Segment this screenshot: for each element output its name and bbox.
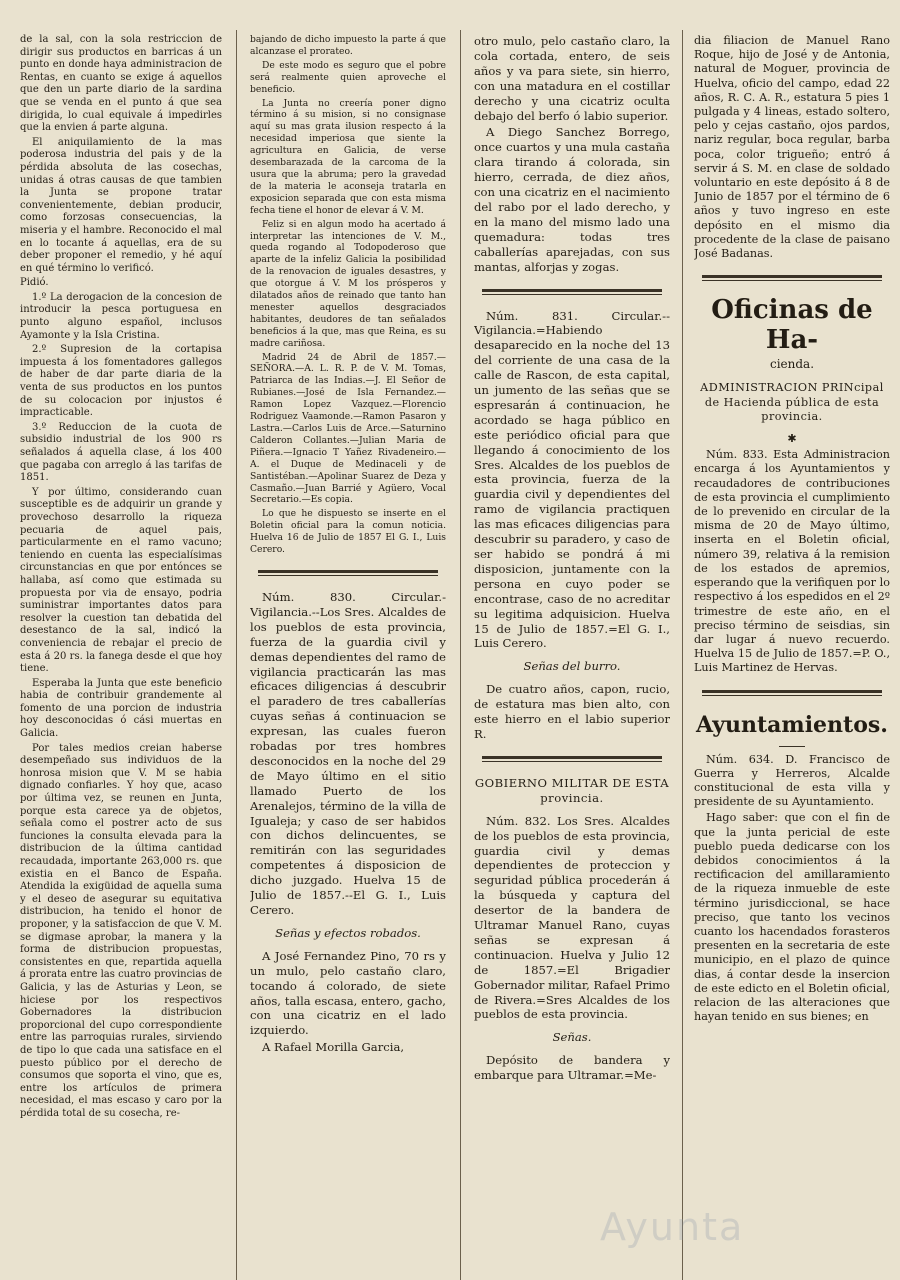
- paragraph: Hago saber: que con el fin de que la junta pericial de este pueblo pueda dedicarse con los debidos conocimientos á la rectificacion del amillaramiento de la riqueza inmueble de este término jurisdiccional, se hace preciso, que tanto los vecinos cuanto los hacendados forasteros presenten en la secretaria de este municipio, en el plazo de quince dias, á contar desde la insercion de este edicto en el Boletin oficial, relacion de las alteraciones que hayan tenido en sus bienes; en: [694, 811, 890, 1024]
- paragraph: Núm. 832. Los Sres. Alcaldes de los pueblos de esta provincia, guardia civil y demas dependientes de proteccion y seguridad pública procederán á la búsqueda y captura del desertor de la bandera de Ultramar Manuel Rano, cuyas señas se expresan á continuacion. Huelva y Julio 12 de 1857.=El Brigadier Gobernador militar, Rafael Primo de Rivera.=Sres Alcaldes de los pueblos de esta provincia.: [474, 813, 670, 1022]
- paragraph: Esperaba la Junta que este beneficio habia de contribuir grandemente al fomento de una porcion de industria hoy desconocidas ó cási muertas en Galicia.: [20, 677, 222, 740]
- paragraph: 3.º Reduccion de la cuota de subsidio industrial de los 900 rs señalados á aquella clase, á los 400 que pagaba con arreglo á las tarifas de 1851.: [20, 421, 222, 484]
- column-2: [250, 34, 446, 1274]
- section-divider: [702, 690, 882, 696]
- paragraph: La Junta no creería poner digno término á su mision, si no consignase aquí su mas grata ilusion respecto á la necesidad imperiosa que siente la agricultura en Galicia, de verse desembarazada de la carcoma de la usura que la abruma; pero la gravedad de la materia le aconseja tratarla en exposicion separada que con esta misma fecha tiene el honor de elevar á V. M.: [250, 97, 446, 216]
- column-rule: [236, 30, 237, 1280]
- section-heading: ADMINISTRACION PRINcipal de Hacienda pública de esta provincia.: [700, 381, 884, 423]
- paragraph: A José Fernandez Pino, 70 rs y un mulo, pelo castaño claro, tocando á colorado, de siete años, talla escasa, entero, gacho, con una cicatriz en el lado izquierdo.: [250, 948, 446, 1038]
- section-title: Ayuntamientos.: [696, 711, 888, 738]
- paragraph: De este modo es seguro que el pobre será realmente quien aproveche el beneficio.: [250, 59, 446, 95]
- paragraph: Lo que he dispuesto se inserte en el Boletin oficial para la comun noticia. Huelva 16 de Julio de 1857 El G. I., Luis Cerero.: [250, 508, 446, 556]
- paragraph: 1.º La derogacion de la concesion de introducir la pesca portuguesa en punto alguno español, inclusos Ayamonte y la Isla Cristina.: [20, 291, 222, 341]
- column-3: [474, 34, 670, 1274]
- section-heading: GOBIERNO MILITAR DE ESTA provincia.: [474, 775, 670, 805]
- paragraph: 2.º Supresion de la cortapisa impuesta á los fomentadores gallegos de haber de dar parte diaria de la venta de sus productos en los puntos de su colocacion por injustos é impracticable.: [20, 344, 222, 419]
- watermark: Ayunta: [600, 1205, 745, 1249]
- section-divider: [482, 756, 662, 762]
- column-4: [694, 34, 890, 1274]
- paragraph: Núm. 830. Circular.-Vigilancia.--Los Sres. Alcaldes de los pueblos de esta provincia, fuerza de la guardia civil y demas dependientes del ramo de vigilancia practicarán las mas eficaces diligencias á descubrir el paradero de tres caballerías cuyas señas á continuacion se expresan, las cuales fueron robadas por tres hombres desconocidos en la noche del 29 de Mayo último en el sitio llamado Puerto de los Arenalejos, término de la villa de Igualeja; y caso de ser habidos con dichos delincuentes, se remitirán con las seguridades competentes á disposicion de dicho juzgado. Huelva 15 de Julio de 1857.--El G. I., Luis Cerero.: [250, 589, 446, 917]
- section-divider: [482, 289, 662, 295]
- paragraph: bajando de dicho impuesto la parte á que alcanzase el prorateo.: [250, 34, 446, 57]
- subheading: Señas.: [552, 1030, 592, 1045]
- paragraph: Por tales medios creian haberse desempeñado sus individuos de la honrosa mision que V. M se habia dignado confiarles. Y hoy que, acaso por última vez, se reunen en Junta, porque esta carece ya de objetos, señala como el postrer acto de sus funciones la consulta elevada para la distribucion de la última cantidad recaudada, importante 263,000 rs. que existia en el Banco de España. Atendida la exigüidad de aquella suma y el deseo de asegurar su equitativa distribucion, ha tenido el honor de proponer, y la satisfaccion de que V. M. se digmase aprobar, la manera y la forma de distribucion propuestas, consistentes en que, repartida aquella á prorata entre las cuatro provincias de Galicia, y las de Asturias y Leon, se hiciese por los respectivos Gobernadores la distribucion proporcional del cupo correspondiente entre las parroquias rurales, sirviendo de tipo lo que cada una satisface en el puesto público por el derecho de consumos que soporta el vino, que es, entre los artículos de primera necesidad, el mas escaso y caro por la pérdida total de su cosecha, re-: [20, 742, 222, 1119]
- paragraph: El aniquilamiento de la mas poderosa industria del pais y de la pérdida absoluta de las cosechas, unidas á otras causas de que tambien la Junta se propone tratar convenientemente, debian producir, como forzosas consecuencias, la miseria y el hambre. Reconocido el mal en lo tocante á aquellas, era de su deber proponer el remedio, y hé aquí en qué término lo verificó.: [20, 136, 222, 274]
- paragraph: Y por último, considerando cuan susceptible es de adquirir un grande y provechoso desarrollo la riqueza pecuaria de aquel pais, particularmente en el ramo vacuno; teniendo en cuenta las especialísimas circunstancias en que por entónces se hallaba, así como que estimada su propuesta por via de ensayo, podria suministrar importantes datos para resolver la cuestion tan debatida del desestanco de la sal, indicó la conveniencia de rebajar el precio de esta á 20 rs. la fanega desde el que hoy tiene.: [20, 486, 222, 675]
- asterisk-icon: ✱: [787, 432, 797, 446]
- section-divider: [702, 275, 882, 281]
- paragraph: dia filiacion de Manuel Rano Roque, hijo de José y de Antonia, natural de Moguer, provincia de Huelva, oficio del campo, edad 22 años, R. C. A. R., estatura 5 pies 1 pulgada y 4 lineas, estado soltero, pelo y cejas castaño, ojos pardos, nariz regular, boca regular, barba poca, color trigueño; entró á servir á S. M. en clase de soldado voluntario en este depósito á 8 de Junio de 1857 por el término de 6 años y tuvo ingreso en este depósito en el mismo dia procedente de la clase de paisano José Badanas.: [694, 34, 890, 261]
- paragraph: Núm. 634. D. Francisco de Guerra y Herreros, Alcalde constitucional de esta villa y presidente de su Ayuntamiento.: [694, 752, 890, 809]
- paragraph: otro mulo, pelo castaño claro, la cola cortada, entero, de seis años y va para siete, sin hierro, con una matadura en el costillar derecho y una cicatriz oculta debajo del berfo ó labio superior.: [474, 34, 670, 123]
- paragraph: Núm. 833. Esta Administracion encarga á los Ayuntamientos y recaudadores de contribuciones de esta provincia el cumplimiento de lo prevenido en circular de la misma de 20 de Mayo último, inserta en el Boletin oficial, número 39, relativa á la remision de los estados de apremios, esperando que la verifiquen por lo respectivo á los espedidos en el 2º trimestre de este año, en el preciso término de seisdias, sin dar lugar á nuevo recuerdo. Huelva 15 de Julio de 1857.=P. O., Luis Martinez de Hervas.: [694, 448, 890, 675]
- paragraph: de la sal, con la sola restriccion de dirigir sus productos en barricas á un punto en donde haya administracion de Rentas, en cuanto se exige á aquellos que den un parte diario de la sardina que se venda en el punto á que sea dirigida, lo cual equivale á impedirles que la envien á parte alguna.: [20, 34, 222, 134]
- paragraph: Depósito de bandera y embarque para Ultramar.=Me-: [474, 1053, 670, 1083]
- column-rule: [460, 30, 461, 1280]
- paragraph: Pidió.: [20, 277, 49, 289]
- paragraph: Núm. 831. Circular.--Vigilancia.=Habiendo desaparecido en la noche del 13 del corriente de una casa de la calle de Rascon, de esta capital, un jumento de las señas que se espresarán á continuacion, he acordado se haga público en este periódico oficial para que llegando á conocimiento de los Sres. Alcaldes de los pueblos de esta provincia, fuerza de la guardia civil y dependientes del ramo de vigilancia practiquen las mas eficaces diligencias para descubrir su paradero, y caso de ser habido se pondrá á mi disposicion, juntamente con la persona en cuyo poder se encontrase, caso de no acreditar su legitima adquisicion. Huelva 15 de Julio de 1857.=El G. I., Luis Cerero.: [474, 308, 670, 651]
- paragraph: Feliz si en algun modo ha acertado á interpretar las intenciones de V. M., queda rogando al Todopoderoso que aparte de la infeliz Galicia la posibilidad de la renovacion de iguales desastres, y que otorgue á V. M los prósperos y dilatados años de reinado que tanto han menester aquellos desgraciados habitantes, deudores de tan señalados beneficios á la que, mas que Reina, es su madre cariñosa.: [250, 218, 446, 349]
- article-830: [250, 590, 446, 1055]
- section-divider: [258, 570, 438, 576]
- subheading: Señas y efectos robados.: [275, 925, 421, 940]
- short-rule: [779, 746, 805, 747]
- paragraph: A Diego Sanchez Borrego, once cuartos y una mula castaña clara tirando á colorada, sin hierro, cerrada, de diez años, con una cicatriz en el nacimiento del rabo por el lado derecho, y en la mano del mismo lado una quemadura: todas tres caballerías aparejadas, con sus mantas, alforjas y zogas.: [474, 125, 670, 274]
- column-1: [20, 34, 222, 1274]
- section-subtitle: cienda.: [769, 357, 815, 372]
- column-rule: [682, 30, 683, 1280]
- paragraph: Madrid 24 de Abril de 1857.—SEÑORA.—A. L. R. P. de V. M. Tomas, Patriarca de las Indias.—J. El Señor de Rubianes.—José de Isla Fernandez.—Ramon Lopez Vazquez.—Florencio Rodriguez Vaamonde.—Ramon Pasaron y Lastra.—Carlos Luis de Arce.—Saturnino Calderon Collantes.—Julian Maria de Piñera.—Ignacio T Yañez Rivadeneiro.—A. el Duque de Medinaceli y de Santistéban.—Apolinar Suarez de Deza y Casmaño.—Juan Barrié y Agüero, Vocal Secretario.—Es copia.: [250, 351, 446, 506]
- subheading: Señas del burro.: [523, 659, 621, 674]
- paragraph: A Rafael Morilla Garcia,: [262, 1040, 405, 1055]
- paragraph: De cuatro años, capon, rucio, de estatura mas bien alto, con este hierro en el labio superior R.: [474, 682, 670, 741]
- section-title: Oficinas de Ha-: [711, 295, 873, 356]
